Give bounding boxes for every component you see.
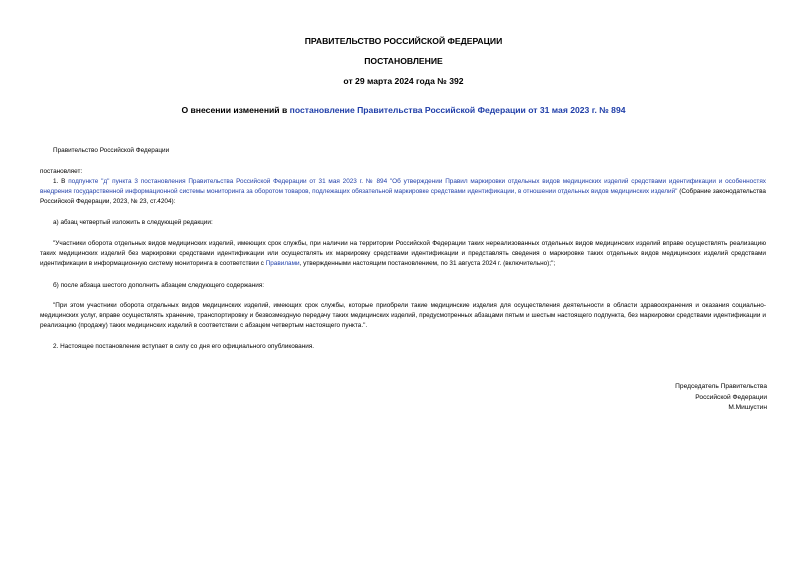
doc-type-heading: ПОСТАНОВЛЕНИЕ: [364, 56, 443, 66]
signature-position: Председатель Правительства: [675, 383, 767, 390]
decides-text: постановляет:: [40, 168, 83, 175]
quote1-start: "Участники оборота отдельных видов медицинских изделий, имеющих срок службы, при наличии на территории Российской Федерации таких нереализованных отдельных видов медицинских изделий вправе осуществлять реализацию таких медицинских изделий без маркировки средствами идентификации или осуществлять их маркировку средствами идентификации и представлять сведения о маркировке таких отдельных видов медицинских изделий средствами идентификации в информационную систему мониторинга в соответствии с: [40, 240, 766, 267]
p1-start: 1. В: [53, 178, 69, 185]
quote-1: [40, 239, 766, 269]
government-heading: ПРАВИТЕЛЬСТВО РОССИЙСКОЙ ФЕДЕРАЦИИ: [304, 36, 503, 46]
issuer-text: Правительство Российской Федерации: [53, 147, 170, 154]
quote-2: "При этом участники оборота отдельных видов медицинских изделий, имеющих срок службы, которые приобрели такие медицинские изделия для осуществления деятельности в области здравоохранения и оказания социально-медицинских услуг, вправе осуществлять хранение, транспортировку и безвозмездную передачу таких медицинских изделий, предусмотренных абзацами пятым и шестым настоящего подпункта, без маркировки средствами идентификации и реализацию (продажу) таких медицинских изделий в соответствии с абзацем четвертым настоящего пункта.".: [40, 302, 766, 329]
p1-end: (Собрание законодательства Российской Федерации, 2023, № 23, ст.4204):: [40, 188, 766, 205]
p1-link[interactable]: подпункте "д" пункта 3 постановления Правительства Российской Федерации от 31 мая 2023 г. № 894 "Об утверждении Правил маркировки отдельных видов медицинских изделий средствами идентификации и особенностях внедрения государственной информационной системы мониторинга за оборотом товаров, подлежащих обязательной маркировке средствами идентификации, в отношении отдельных видов медицинских изделий": [40, 178, 766, 195]
subparagraph-a: а) абзац четвертый изложить в следующей редакции:: [53, 219, 213, 226]
quote1-end: , утвержденными настоящим постановлением, по 31 августа 2024 г. (включительно);";: [299, 260, 556, 267]
signature-country: Российской Федерации: [695, 393, 767, 401]
signature-name: М.Мишустин: [728, 404, 767, 411]
paragraph-1: [40, 177, 766, 207]
title-link[interactable]: постановление Правительства Российской Федерации от 31 мая 2023 г. № 894: [289, 105, 626, 115]
document-title: [0, 105, 807, 116]
rules-link[interactable]: Правилами: [265, 260, 300, 267]
date-number: от 29 марта 2024 года № 392: [343, 76, 464, 86]
paragraph-2: 2. Настоящее постановление вступает в силу со дня его официального опубликования.: [53, 343, 315, 350]
subparagraph-b: б) после абзаца шестого дополнить абзацем следующего содержания:: [53, 282, 265, 289]
title-prefix: О внесении изменений в: [181, 105, 290, 115]
signature-block: [675, 382, 767, 414]
